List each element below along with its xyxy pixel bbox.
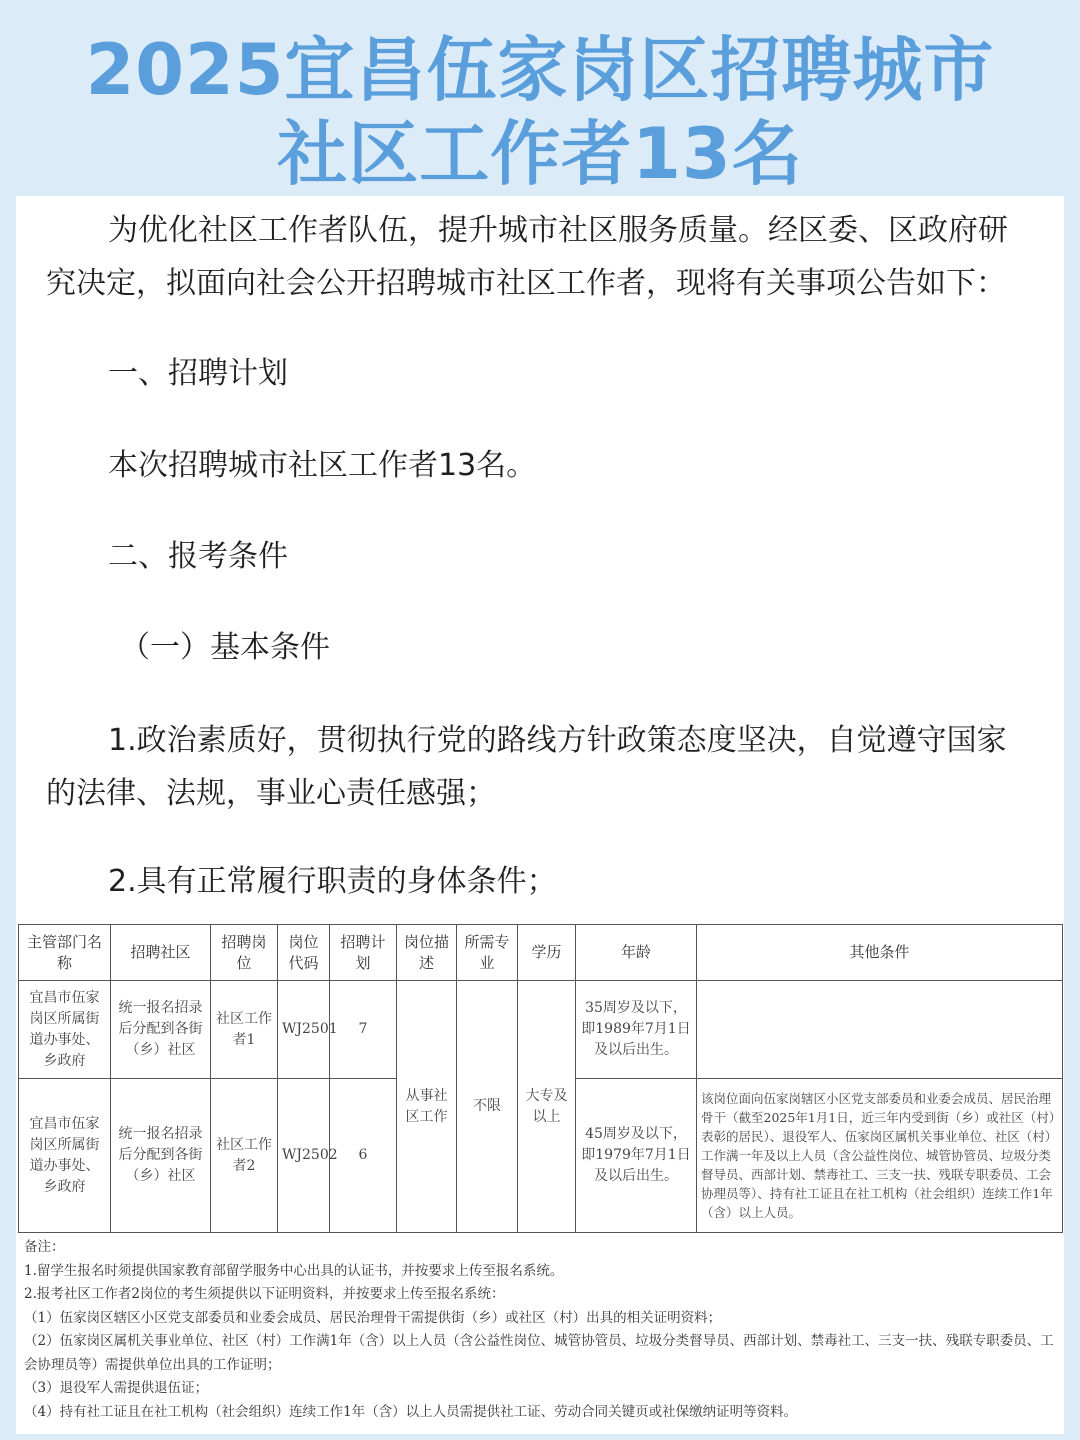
cell-education: 大专及以上: [518, 981, 576, 1233]
section-heading-plan: 一、招聘计划: [108, 356, 288, 391]
table-row: [19, 981, 1063, 1079]
cell-community: 统一报名招录后分配到各街（乡）社区: [111, 1079, 211, 1233]
condition-2: 2.具有正常履行职责的身体条件；: [108, 864, 557, 899]
cell-community: 统一报名招录后分配到各街（乡）社区: [111, 981, 211, 1079]
cell-plan: 7: [330, 981, 397, 1079]
header-post: 招聘岗位: [211, 925, 278, 981]
note-item: （3）退役军人需提供退伍证；: [24, 1380, 209, 1396]
header-other: 其他条件: [697, 925, 1063, 981]
header-dept: 主管部门名称: [19, 925, 111, 981]
subsection-heading-basic: （一）基本条件: [120, 630, 330, 665]
cell-dept: 宜昌市伍家岗区所属街道办事处、乡政府: [19, 981, 111, 1079]
cell-post: 社区工作者2: [211, 1079, 278, 1233]
section-heading-conditions: 二、报考条件: [108, 539, 288, 574]
cell-other: [697, 981, 1063, 1079]
document-sheet: [16, 196, 1064, 1434]
cell-dept: 宜昌市伍家岗区所属街道办事处、乡政府: [19, 1079, 111, 1233]
note-item: 1.留学生报名时须提供国家教育部留学服务中心出具的认证书，并按要求上传至报名系统。: [24, 1262, 564, 1279]
title-line-1: 2025宜昌伍家岗区招聘城市: [85, 29, 995, 111]
page-title: [0, 28, 1080, 196]
title-line-2: 社区工作者13名: [277, 113, 803, 195]
header-description: 岗位描述: [397, 925, 457, 981]
recruitment-table: [18, 924, 1063, 1233]
notes-label: 备注：: [24, 1239, 65, 1255]
note-item: （1）伍家岗区辖区小区党支部委员和业委会成员、居民治理骨干需提供街（乡）或社区（村）出具的相关证明资料；: [24, 1309, 722, 1326]
header-age: 年龄: [576, 925, 697, 981]
header-major: 所需专业: [457, 925, 518, 981]
cell-other: 该岗位面向伍家岗辖区小区党支部委员和业委会成员、居民治理骨干（截至2025年1月1日，近三年内受到街（乡）或社区（村）表彰的居民）、退役军人、伍家岗区属机关事业单位、社区（村）工作满一年及以上人员（含公益性岗位、城管协管员、垃圾分类督导员、西部计划、禁毒社工、三支一扶、残联专职委员、工会协理员等）、持有社工证且在社工机构（社会组织）连续工作1年（含）以上人员。: [697, 1079, 1063, 1233]
note-item: （4）持有社工证且在社工机构（社会组织）连续工作1年（含）以上人员需提供社工证、劳动合同关键页或社保缴纳证明等资料。: [24, 1403, 798, 1420]
cell-major: 不限: [457, 981, 518, 1233]
cell-age: 35周岁及以下，即1989年7月1日及以后出生。: [576, 981, 697, 1079]
plan-text: 本次招聘城市社区工作者13名。: [108, 448, 537, 483]
note-item: 2.报考社区工作者2岗位的考生须提供以下证明资料，并按要求上传至报名系统：: [24, 1286, 505, 1302]
intro-paragraph: 为优化社区工作者队伍，提升城市社区服务质量。经区委、区政府研究决定，拟面向社会公开招聘城市社区工作者，现将有关事项公告如下：: [46, 213, 1008, 301]
cell-code: WJ2502: [278, 1079, 330, 1233]
cell-age: 45周岁及以下，即1979年7月1日及以后出生。: [576, 1079, 697, 1233]
cell-code: WJ2501: [278, 981, 330, 1079]
cell-description: 从事社区工作: [397, 981, 457, 1233]
note-item: （2）伍家岗区属机关事业单位、社区（村）工作满1年（含）以上人员（含公益性岗位、城管协管员、垃圾分类督导员、西部计划、禁毒社工、三支一扶、残联专职委员、工会协理员等）需提供单位出具的工作证明；: [24, 1333, 1054, 1373]
cell-plan: 6: [330, 1079, 397, 1233]
cell-post: 社区工作者1: [211, 981, 278, 1079]
header-plan: 招聘计划: [330, 925, 397, 981]
header-education: 学历: [518, 925, 576, 981]
header-code: 岗位代码: [278, 925, 330, 981]
header-community: 招聘社区: [111, 925, 211, 981]
table-header-row: [19, 925, 1063, 981]
condition-1: 1.政治素质好，贯彻执行党的路线方针政策态度坚决，自觉遵守国家的法律、法规，事业心责任感强；: [46, 723, 1007, 811]
notes-section: [24, 1236, 1056, 1424]
